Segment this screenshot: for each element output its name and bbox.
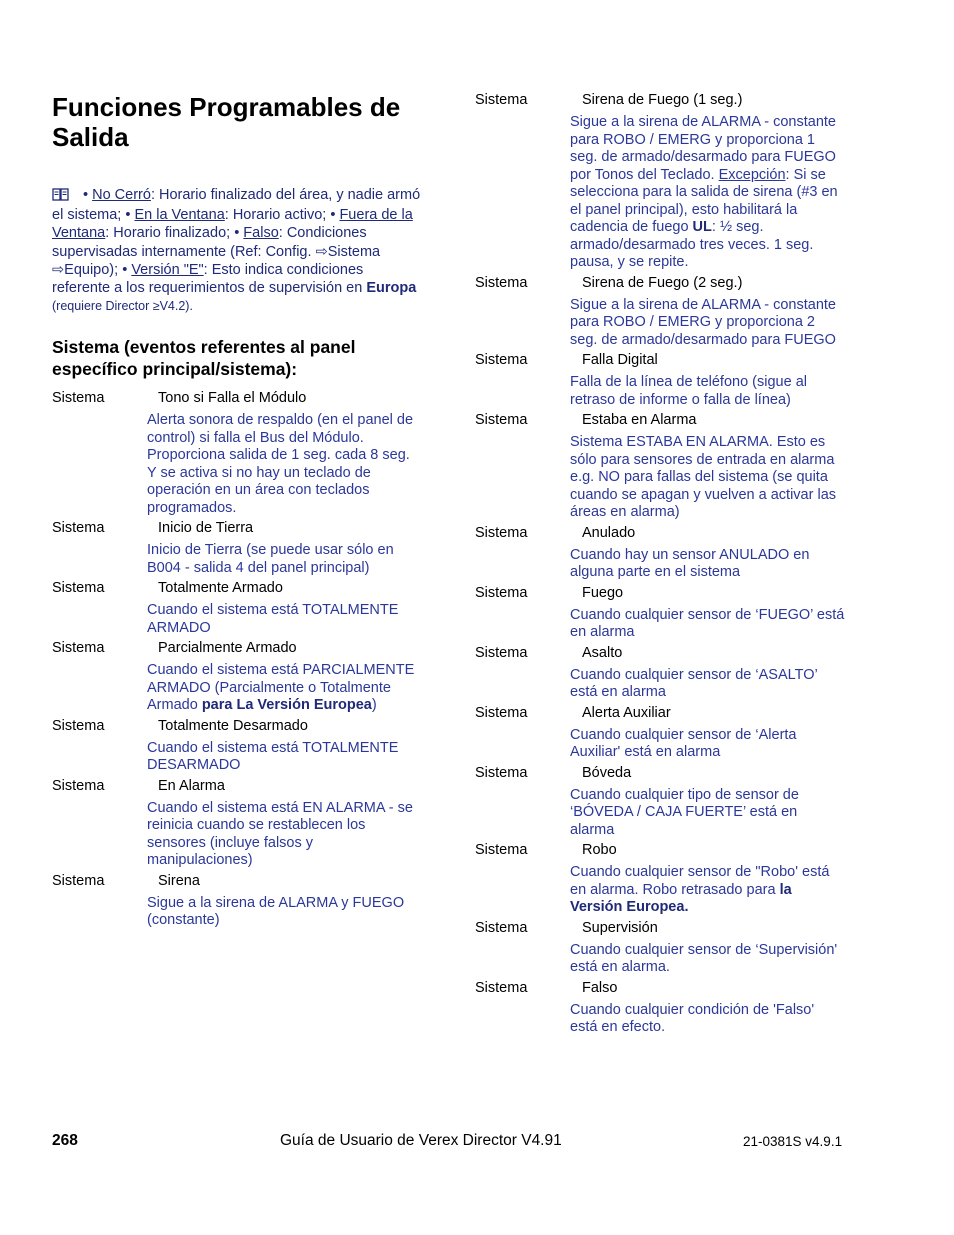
list-item (475, 979, 855, 1039)
desc-text: : ½ seg. armado/desarmado tres veces. 1 seg. pausa, y se repite. (570, 219, 814, 270)
list-item (52, 639, 432, 717)
entry-description: Sistema ESTABA EN ALARMA. Esto es sólo para sensores de entrada en alarma e.g. NO para fallas del sistema (se quita cuando se apagan y vuelven a activar las áreas en alarma) (570, 434, 837, 520)
entry-description: Cuando cualquier sensor de ‘ASALTO’ está en alarma (570, 666, 818, 700)
intro-text: : Esto indica condiciones referente a los requerimientos de supervisión en (52, 261, 367, 297)
entry-description: Sigue a la sirena de ALARMA y FUEGO (constante) (147, 894, 405, 928)
right-column (475, 91, 855, 1039)
entry-label: Totalmente Desarmado (158, 717, 308, 734)
entry-category: Sistema (52, 872, 105, 889)
reference-note (52, 186, 422, 315)
term-fuera-de-la-ventana: Fuera de la Ventana (52, 207, 413, 242)
entry-label: Alerta Auxiliar (582, 704, 671, 721)
entry-label: Falso (582, 979, 618, 996)
list-item (475, 524, 855, 584)
entry-label: Fuego (582, 584, 624, 601)
entry-label: Bóveda (582, 764, 632, 781)
intro-text: Sistema (327, 243, 381, 260)
section-heading: Sistema (eventos referentes al panel específico principal/sistema): (52, 337, 356, 379)
entry-label: Tono si Falla el Módulo (158, 390, 307, 406)
bullet: • (234, 225, 240, 242)
entry-category: Sistema (52, 640, 105, 656)
entry-category: Sistema (52, 390, 105, 406)
entry-label: Totalmente Armado (158, 580, 283, 596)
desc-bold: UL (692, 219, 712, 235)
entry-description (147, 661, 422, 717)
list-item (475, 411, 855, 524)
list-item (475, 91, 855, 274)
entry-label: Robo (582, 842, 617, 858)
desc-bold: la Versión Europea (570, 881, 792, 915)
intro-text: : Horario finalizado; (105, 225, 235, 242)
list-item (475, 584, 855, 644)
entry-description (570, 113, 845, 274)
entry-description: Cuando cualquier sensor de ‘Supervisión' está en alarma. (570, 941, 838, 975)
entry-description: Cuando cualquier tipo de sensor de ‘BÓVEDA / CAJA FUERTE’ está en alarma (570, 786, 799, 838)
entry-description: Cuando cualquier sensor de ‘FUEGO’ está en alarma (570, 606, 845, 640)
entry-label: Sirena de Fuego (1 seg.) (582, 92, 743, 108)
bullet: • (330, 207, 336, 224)
entry-category: Sistema (475, 524, 528, 541)
entry-label: Asalto (582, 644, 623, 661)
page-title: Funciones Programables de Salida (52, 92, 401, 152)
desc-bold: para La Versión Europea (201, 697, 372, 713)
desc-underlined: Excepción (718, 166, 786, 183)
entry-category: Sistema (52, 580, 105, 596)
intro-text: : Condiciones supervisadas internamente (Ref: Config. (52, 225, 367, 260)
entry-description: Alerta sonora de respaldo (en el panel de control) si falla el Bus del Módulo. Proporciona salida de 1 seg. cada 8 seg. Y se activa si no hay un teclado de operación en un área con teclados programados. (147, 412, 414, 516)
entry-label: Sirena (158, 872, 200, 889)
intro-text: : Horario finalizado del área, y nadie armó el sistema; (52, 187, 421, 224)
desc-text: : Si se selecciona para la salida de sirena (#3 en el panel principal), esto habilitará la cadencia de fuego (570, 166, 838, 235)
entry-description: Inicio de Tierra (se puede usar sólo en B004 - salida 4 del panel principal) (147, 542, 394, 576)
bullet: • (122, 261, 128, 278)
entry-category: Sistema (475, 412, 528, 428)
list-item (52, 872, 432, 932)
list-item (52, 717, 432, 777)
entry-description: Cuando hay un sensor ANULADO en alguna parte en el sistema (570, 546, 810, 580)
list-item (475, 764, 855, 842)
entry-category: Sistema (475, 764, 528, 781)
version-requirement: (requiere Director ≥V4.2). (52, 299, 193, 314)
list-item (52, 579, 432, 639)
list-item (52, 389, 432, 519)
entry-label: Sirena de Fuego (2 seg.) (582, 274, 743, 291)
list-item (475, 274, 855, 352)
entry-category: Sistema (475, 352, 528, 368)
intro-text: Equipo); (64, 261, 123, 278)
entry-description: Falla de la línea de teléfono (sigue al retraso de informe o falla de línea) (570, 374, 807, 408)
entry-description: Sigue a la sirena de ALARMA - constante para ROBO / EMERG y proporciona 2 seg. de armado/desarmado para FUEGO (570, 296, 836, 348)
bullet: • (125, 207, 131, 224)
entry-label: Anulado (582, 524, 636, 541)
entry-description: Cuando cualquier sensor de ‘Alerta Auxiliar' está en alarma (570, 726, 797, 760)
entry-category: Sistema (52, 520, 105, 536)
term-europa: Europa (366, 280, 417, 297)
entry-label: Inicio de Tierra (158, 520, 254, 536)
term-version-e: Versión "E" (131, 261, 204, 278)
list-item (52, 519, 432, 579)
entry-category: Sistema (475, 704, 528, 721)
entry-description: Cuando cualquier condición de 'Falso' está en efecto. (570, 1001, 815, 1035)
entry-description: Cuando el sistema está TOTALMENTE ARMADO (147, 602, 399, 636)
desc-text: Sigue a la sirena de ALARMA - constante para ROBO / EMERG y proporciona 1 seg. de armado/desarmado para FUEGO por Tonos del Teclado. (570, 114, 836, 183)
list-item (475, 644, 855, 704)
entry-category: Sistema (52, 717, 105, 734)
entry-category: Sistema (52, 777, 105, 794)
entry-description: Cuando el sistema está EN ALARMA - se reinicia cuando se restablecen los sensores (incluye falsos y manipulaciones) (147, 799, 413, 868)
entry-category: Sistema (475, 584, 528, 601)
entry-category: Sistema (475, 92, 528, 108)
entry-category: Sistema (475, 979, 528, 996)
desc-text: ) (371, 697, 377, 713)
term-no-cerro: No Cerró (92, 187, 151, 203)
list-item (475, 841, 855, 919)
desc-text: Cuando el sistema está PARCIALMENTE ARMADO (Parcialmente o Totalmente Armado (147, 662, 415, 713)
entry-label: En Alarma (158, 777, 225, 794)
list-item (475, 704, 855, 764)
book-icon (52, 188, 69, 206)
entry-label: Falla Digital (582, 352, 658, 368)
desc-text: Cuando cualquier sensor de "Robo' está en alarma. Robo retrasado para (570, 864, 830, 898)
list-item (52, 777, 432, 872)
page-number: 268 (52, 1132, 78, 1149)
entry-label: Estaba en Alarma (582, 412, 697, 428)
arrow-icon: ⇨ (315, 243, 328, 260)
entry-category: Sistema (475, 842, 528, 858)
entry-category: Sistema (475, 644, 528, 661)
document-title: Guía de Usuario de Verex Director V4.91 (280, 1132, 562, 1149)
entry-category: Sistema (475, 919, 528, 936)
term-en-la-ventana: En la Ventana (134, 207, 225, 224)
desc-text: . (684, 899, 689, 915)
entry-label: Parcialmente Armado (158, 640, 297, 656)
intro-text: : Horario activo; (224, 207, 327, 224)
entry-description (570, 863, 845, 919)
list-item (475, 351, 855, 411)
bullet: • (83, 187, 89, 203)
entry-category: Sistema (475, 274, 528, 291)
left-column (52, 389, 432, 932)
document-code: 21-0381S v4.9.1 (743, 1134, 843, 1149)
arrow-icon: ⇨ (52, 261, 65, 278)
term-falso: Falso (243, 225, 279, 242)
entry-description: Cuando el sistema está TOTALMENTE DESARMADO (147, 739, 399, 773)
entry-label: Supervisión (582, 919, 658, 936)
list-item (475, 919, 855, 979)
